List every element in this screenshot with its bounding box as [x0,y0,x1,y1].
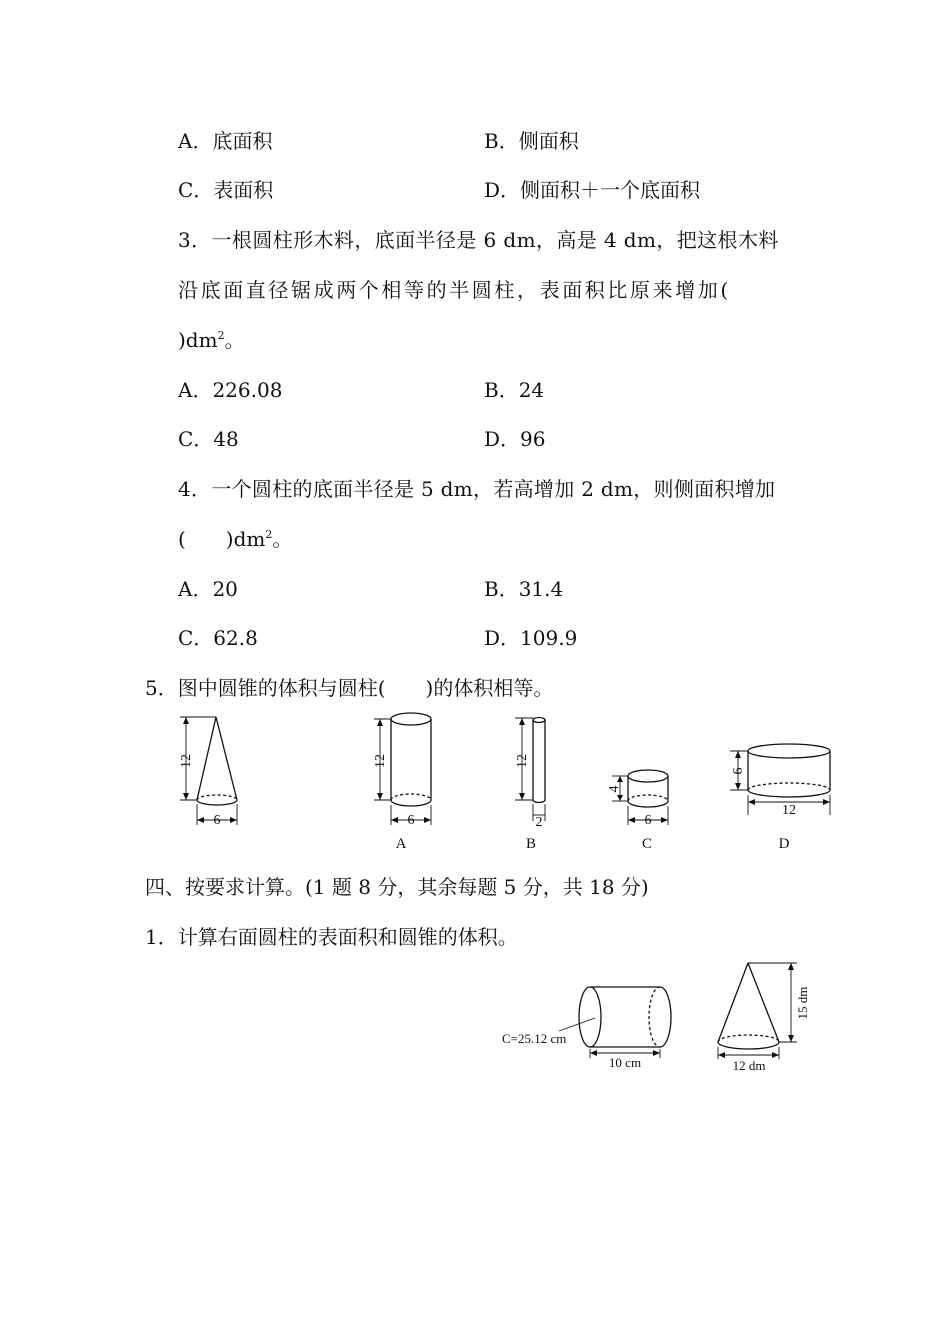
calc-cone-height-label: 15 dm [795,986,810,1020]
q5-cone [180,717,237,825]
q4-option-a: A．20 [178,577,238,601]
q4-option-d: D．109.9 [484,626,578,650]
q3-option-a: A．226.08 [178,378,283,402]
q3-unit-exponent: 2 [217,329,225,342]
q2-option-d: D．侧面积＋一个底面积 [484,178,701,202]
q3-line2: 沿底面直径锯成两个相等的半圆柱，表面积比原来增加( [178,278,731,302]
q4-unit-exponent: 2 [265,528,273,541]
q5-b-diameter-label: 2 [535,815,543,830]
calc-cone-diameter-label: 12 dm [732,1058,766,1073]
q5-cylinder-c [612,770,668,825]
q5-cone-diameter-label: 6 [213,813,221,828]
q5-cylinder-a [374,713,431,825]
q5-a-caption: A [395,836,407,852]
q5-b-height-label: 12 [515,754,530,768]
q5-d-height-label: 6 [731,767,746,775]
section4-heading: 四、按要求计算。(1 题 8 分，其余每题 5 分，共 18 分) [145,875,649,899]
q5-d-diameter-label: 12 [782,803,796,818]
q5-question: 5．图中圆锥的体积与圆柱( )的体积相等。 [145,676,554,700]
section4-q1: 1．计算右面圆柱的表面积和圆锥的体积。 [145,925,518,949]
q5-d-caption: D [778,836,790,852]
calc-cylinder [559,987,671,1058]
q5-a-height-label: 12 [373,754,388,768]
q5-figure [170,705,870,860]
calc-cylinder-length-label: 10 cm [608,1055,642,1070]
q3-option-d: D．96 [484,427,546,451]
q4-period: 。 [272,527,293,551]
q3-option-b: B．24 [484,378,545,402]
q3-line3 [178,328,245,352]
q3-option-c: C．48 [178,427,239,451]
calc-cone [718,963,797,1059]
q4-unit: ( )dm [178,527,266,551]
q2-option-c: C．表面积 [178,178,274,202]
q2-option-a: A．底面积 [178,129,273,153]
q4-option-c: C．62.8 [178,626,258,650]
q3-period: 。 [224,328,245,352]
q4-line1: 4．一个圆柱的底面半径是 5 dm，若高增加 2 dm，则侧面积增加 [178,477,776,501]
q3-unit: )dm [178,328,218,352]
q5-cylinder-b [515,718,545,822]
q5-c-caption: C [641,836,653,852]
q5-b-caption: B [525,836,537,852]
q4-line2 [178,527,292,551]
section4-figure [495,955,825,1080]
q5-a-diameter-label: 6 [407,813,415,828]
q5-c-diameter-label: 6 [644,813,652,828]
calc-circumference-label: C=25.12 cm [502,1031,567,1046]
q5-c-height-label: 4 [607,785,622,793]
q5-cylinder-d [730,744,830,815]
q3-line1: 3．一根圆柱形木料，底面半径是 6 dm，高是 4 dm，把这根木料 [178,228,779,252]
q4-option-b: B．31.4 [484,577,564,601]
q2-option-b: B．侧面积 [484,129,579,153]
q5-cone-height-label: 12 [179,754,194,768]
